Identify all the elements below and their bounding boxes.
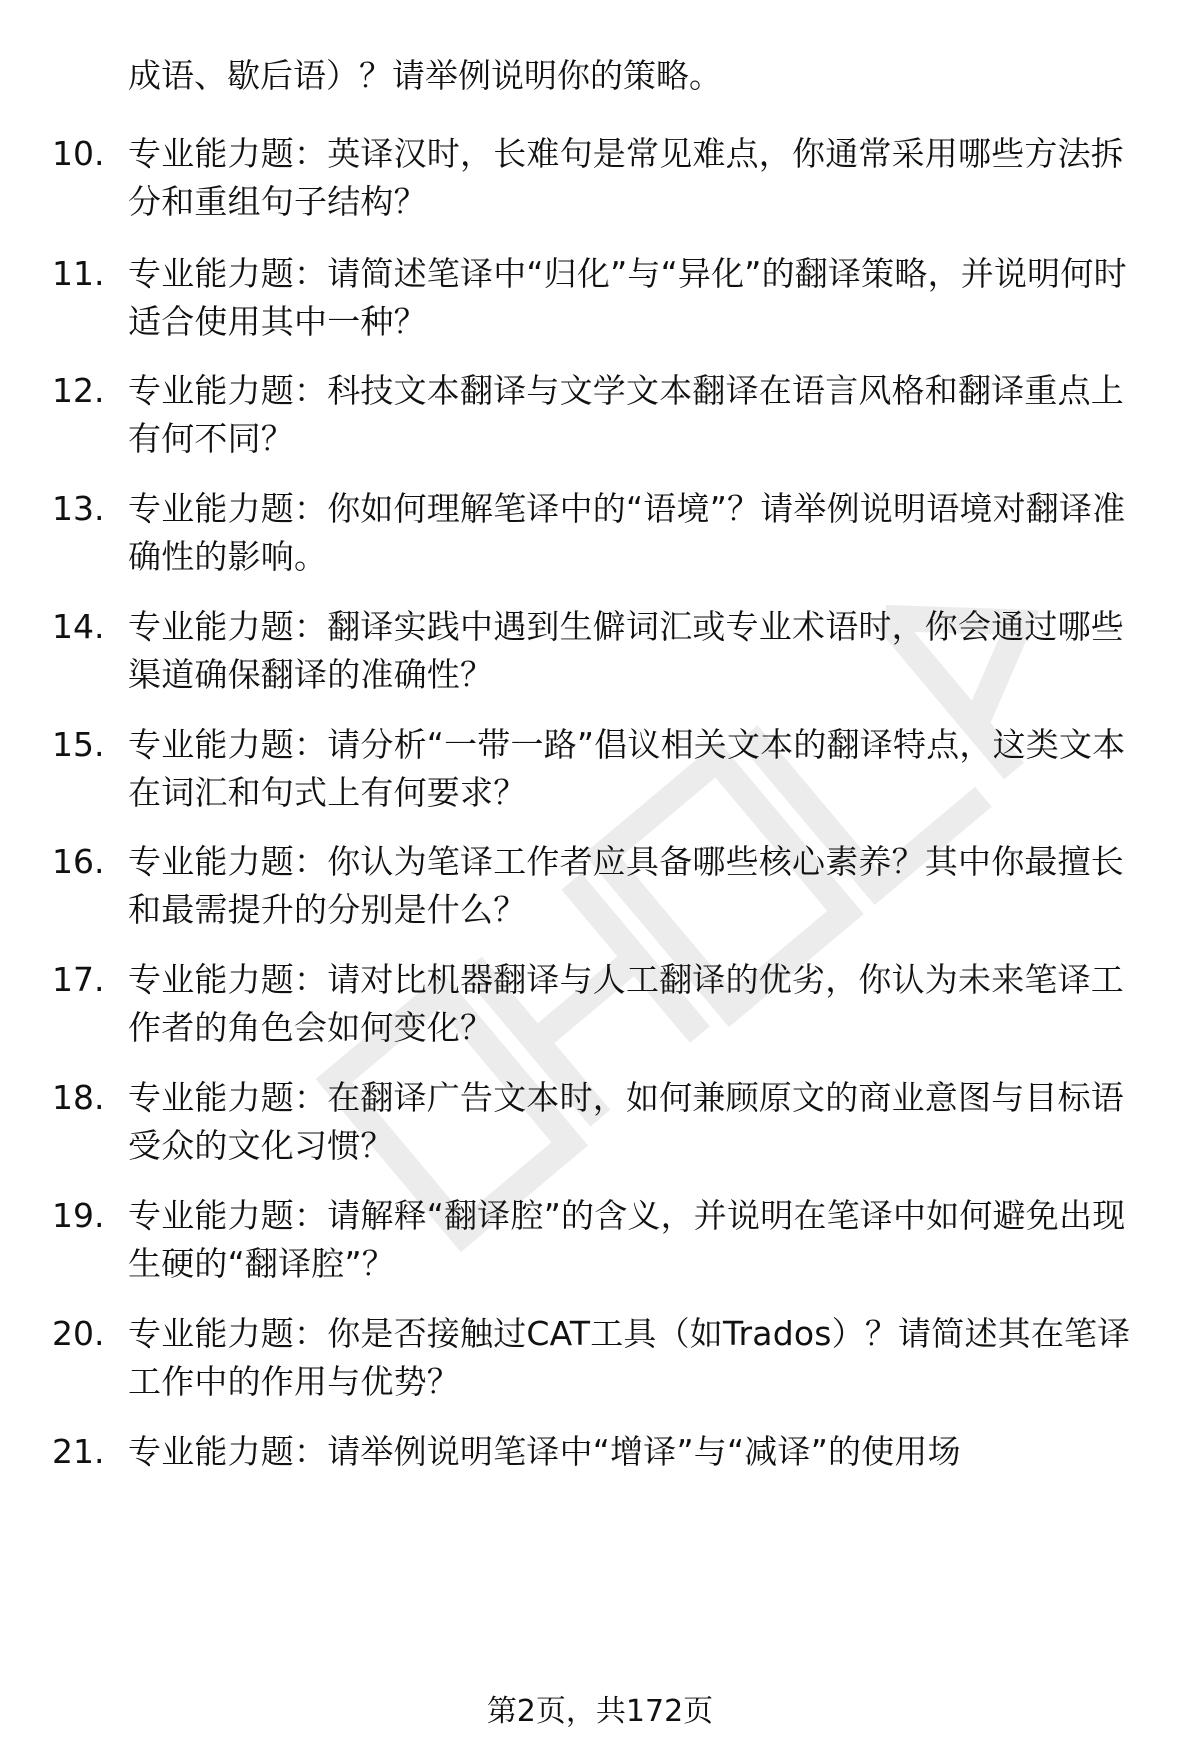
question-number: 12.: [52, 371, 105, 410]
question-text: 专业能力题：你如何理解笔译中的“语境”？请举例说明语境对翻译准确性的影响。: [128, 489, 1126, 576]
question-number: 18.: [52, 1078, 105, 1117]
question-text: 专业能力题：请简述笔译中“归化”与“异化”的翻译策略，并说明何时适合使用其中一种？: [128, 254, 1127, 341]
question-number: 15.: [52, 725, 105, 764]
question-number: 20.: [52, 1314, 105, 1353]
question-text: 专业能力题：你认为笔译工作者应具备哪些核心素养？其中你最擅长和最需提升的分别是什么？: [128, 842, 1124, 929]
question-text: 专业能力题：科技文本翻译与文学文本翻译在语言风格和翻译重点上有何不同？: [128, 371, 1124, 458]
question-number: 16.: [52, 842, 105, 881]
question-number: 13.: [52, 489, 105, 528]
question-number: 11.: [52, 254, 105, 293]
question-number: 19.: [52, 1196, 105, 1235]
question-text: 专业能力题：英译汉时，长难句是常见难点，你通常采用哪些方法拆分和重组句子结构？: [128, 134, 1124, 221]
question-text: 专业能力题：请举例说明笔译中“增译”与“减译”的使用场: [128, 1432, 961, 1471]
question-number: 10.: [52, 134, 105, 173]
question-text: 专业能力题：请对比机器翻译与人工翻译的优劣，你认为未来笔译工作者的角色会如何变化？: [128, 960, 1124, 1047]
question-text: 专业能力题：请解释“翻译腔”的含义，并说明在笔译中如何避免出现生硬的“翻译腔”？: [128, 1196, 1126, 1283]
page-number-footer: 第2页，共172页: [486, 1694, 714, 1729]
continued-question-line: 成语、歇后语）？请举例说明你的策略。: [128, 56, 722, 95]
question-number: 21.: [52, 1432, 105, 1471]
question-number: 17.: [52, 960, 105, 999]
question-text: 专业能力题：翻译实践中遇到生僻词汇或专业术语时，你会通过哪些渠道确保翻译的准确性？: [128, 607, 1124, 694]
question-text: 专业能力题：在翻译广告文本时，如何兼顾原文的商业意图与目标语受众的文化习惯？: [128, 1078, 1124, 1165]
question-number: 14.: [52, 607, 105, 646]
question-text: 专业能力题：你是否接触过CAT工具（如Trados）？请简述其在笔译工作中的作用与优势？: [128, 1314, 1131, 1401]
question-text: 专业能力题：请分析“一带一路”倡议相关文本的翻译特点，这类文本在词汇和句式上有何要求？: [128, 725, 1126, 812]
